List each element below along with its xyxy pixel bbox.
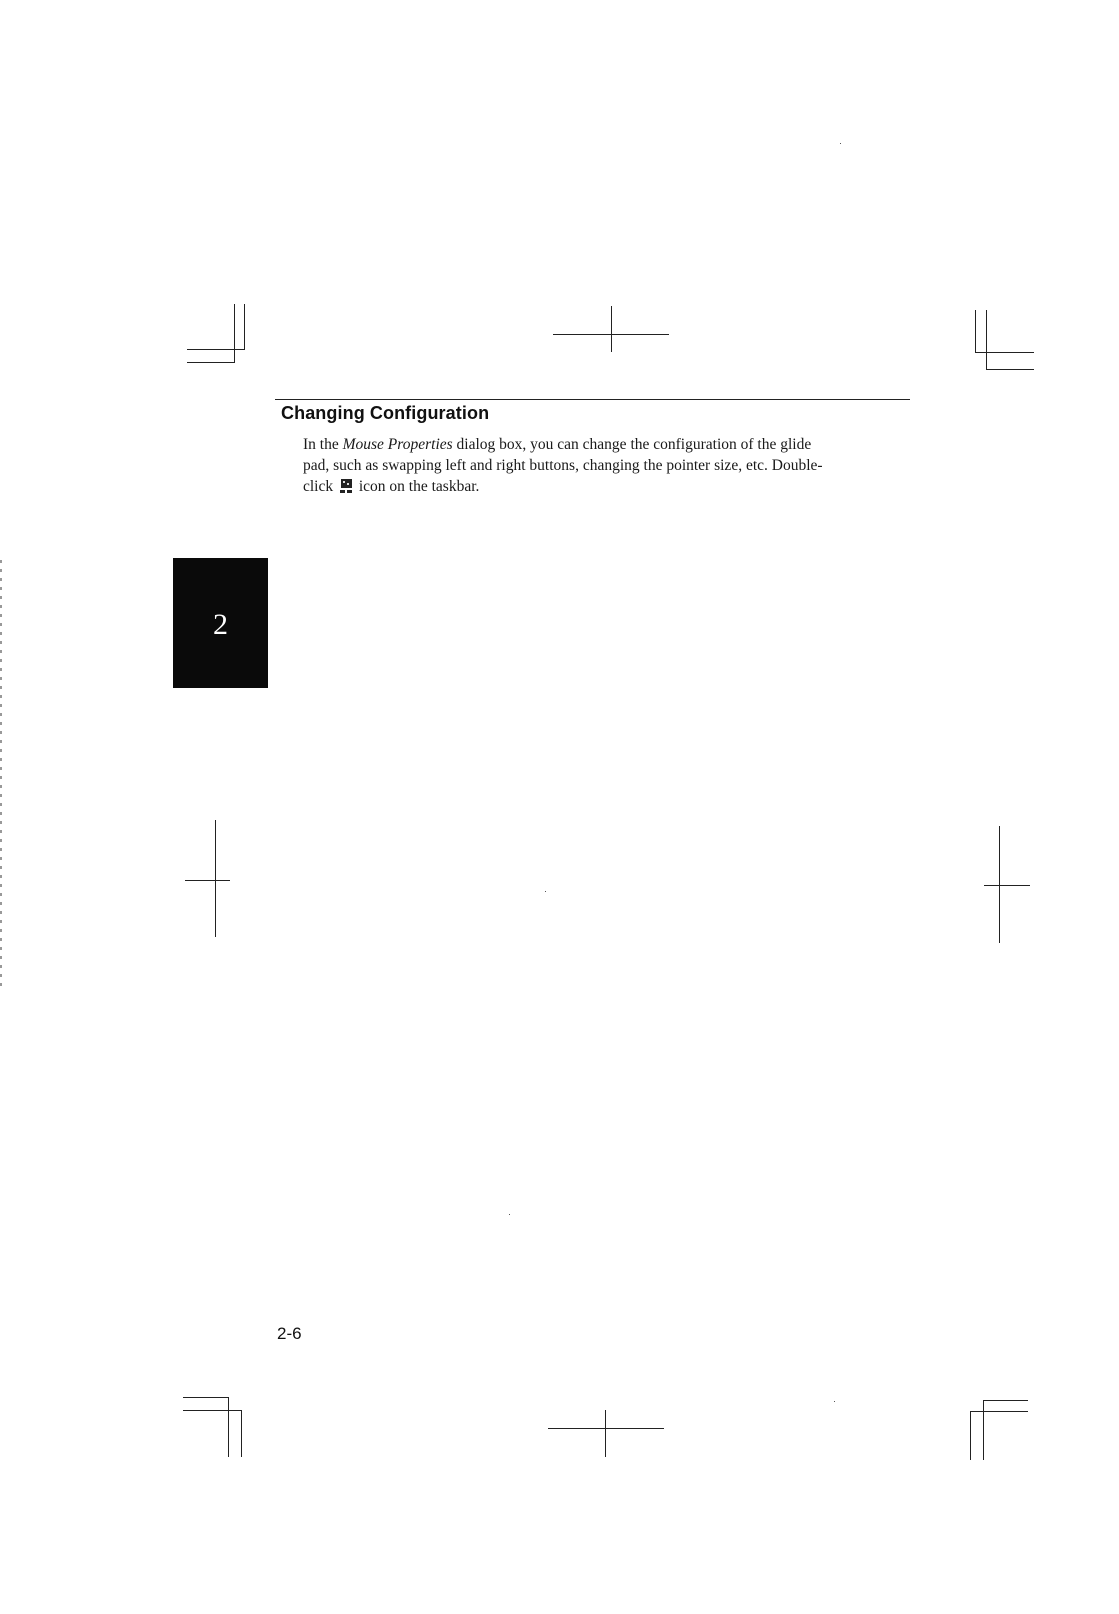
chapter-number: 2 (213, 608, 228, 641)
section-divider (275, 399, 910, 400)
speck (509, 1214, 510, 1215)
glide-pad-taskbar-icon (340, 479, 353, 494)
body-line-3 (303, 476, 903, 497)
section-body (303, 434, 903, 497)
body-line-1 (303, 434, 903, 455)
chapter-tab (173, 558, 268, 688)
speck (840, 143, 841, 144)
speck (545, 891, 546, 892)
body-text-segment: dialog box, you can change the configuration of the glide (452, 436, 812, 453)
binding-edge-dashes (0, 560, 2, 990)
body-text-segment: click (303, 478, 337, 495)
body-text-segment: In the (303, 436, 343, 453)
body-line-2: pad, such as swapping left and right buttons, changing the pointer size, etc. Double- (303, 457, 823, 474)
body-text-segment: icon on the taskbar. (355, 478, 480, 495)
dialog-name: Mouse Properties (342, 436, 453, 453)
speck (834, 1401, 835, 1402)
page-number: 2-6 (277, 1324, 302, 1343)
section-heading: Changing Configuration (281, 403, 490, 423)
